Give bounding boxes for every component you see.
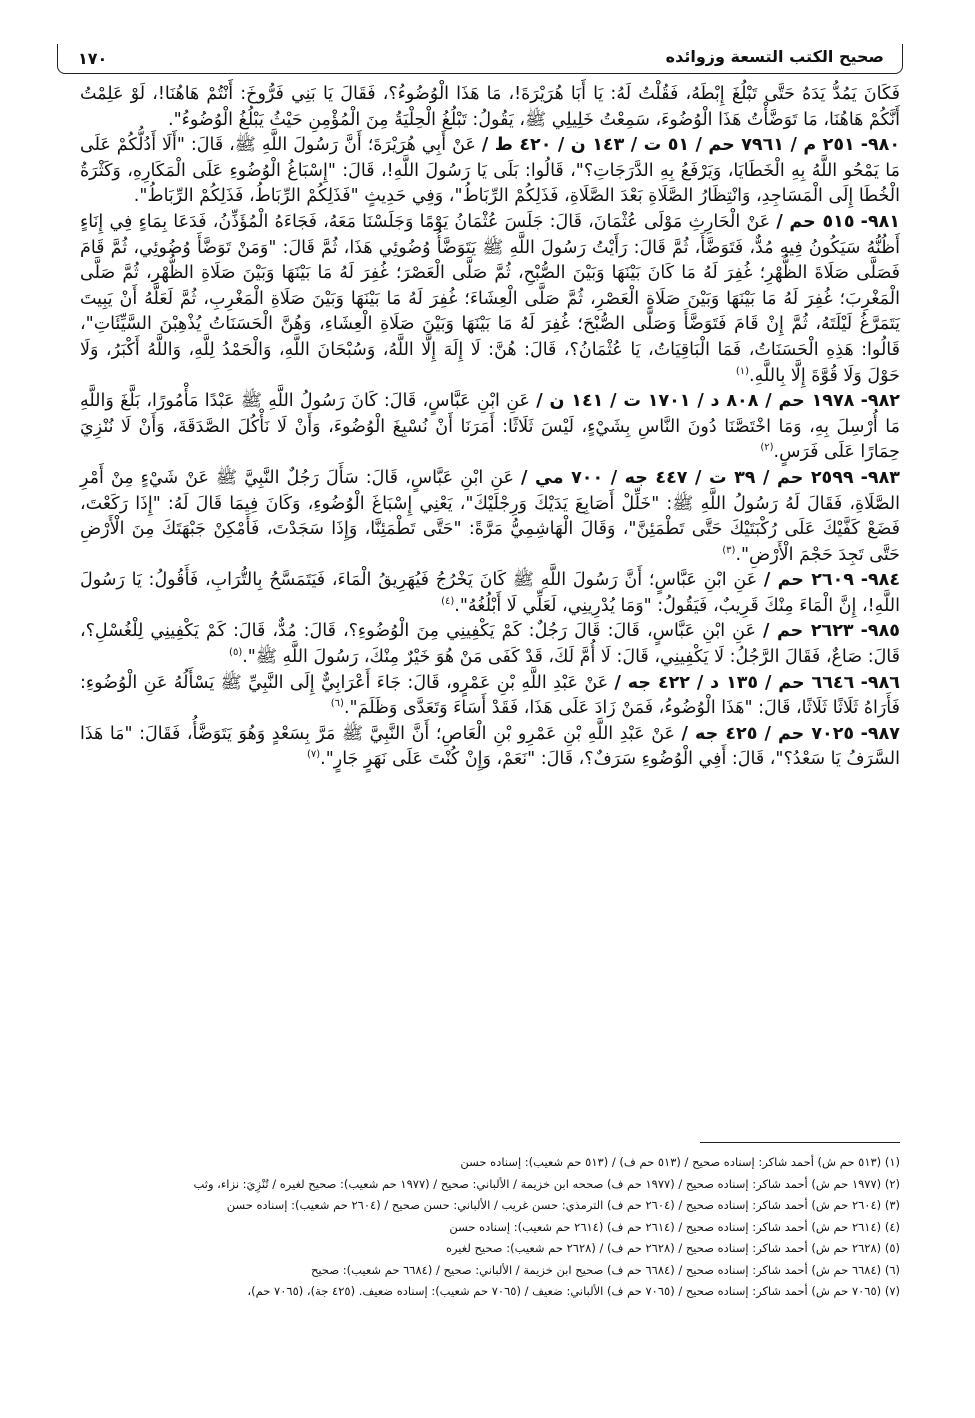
hadith-entry (80, 568, 900, 619)
hadith-text: عَنْ عَبْدِ اللَّهِ بْنِ عَمْرِو بْنِ الْعَاصِ؛ أَنَّ النَّبِيَّ ﷺ مَرَّ بِسَعْدٍ وَهُوَ يَتَوَضَّأُ، فَقَالَ: "مَا هَذَا السَّرَفُ يَا سَعْدُ؟"، قَالَ: أَفِي الْوُضُوءِ سَرَفٌ؟، قَالَ: "نَعَمْ، وَإِنْ كُنْتَ عَلَى نَهَرٍ جَارٍ". (80, 723, 900, 770)
hadith-number: ٩٨٣- (860, 467, 900, 488)
footnote: (٢) (١٩٧٧ حم ش) أحمد شاكر: إسناده صحيح / (١٩٧٧ حم ف) صححه ابن خزيمة / الألباني: صحيح / (١٩٧٧ حم شعيب): صحيح لغيره / تُنْزِيَ: نزاء، وثب (193, 1176, 900, 1191)
continuation-paragraph: فَكَانَ يَمُدُّ يَدَهُ حَتَّى تَبْلُغَ إِبْطَهُ، فَقُلْتُ لَهُ: يَا أَبَا هُرَيْرَةَ!، مَا هَذَا الْوُضُوءُ؟، فَقَالَ يَا بَنِي فَرُّوخَ: أَنْتُمْ هَاهُنَا!، لَوْ عَلِمْتُ أَنَّكُمْ هَاهُنَا، مَا تَوَضَّأْتُ هَذَا الْوُضُوءَ، سَمِعْتُ خَلِيلِي ﷺ، يَقُولُ: تَبْلُغُ الْحِلْيَةُ مِنَ الْمُؤْمِنِ حَيْثُ يَبْلُغُ الْوُضُوءُ". (80, 84, 900, 130)
hadith-text: عَنْ أَبِي هُرَيْرَةَ؛ أَنَّ رَسُولَ اللَّهِ ﷺ، قَالَ: "أَلَا أَدُلُّكُمْ عَلَى مَا يَمْحُو اللَّهُ بِهِ الْخَطَايَا، وَيَرْفَعُ بِهِ الدَّرَجَاتِ؟"، قَالُوا: بَلَى يَا رَسُولَ اللَّهِ!، قَالَ: "إِسْبَاغُ الْوُضُوءِ عَلَى الْمَكَارِهِ، وَكَثْرَةُ الْخُطَا إِلَى الْمَسَاجِدِ، وَانْتِظَارُ الصَّلَاةِ بَعْدَ الصَّلَاةِ، فَذَلِكُمْ الرِّبَاطُ"، وَفِي حَدِيثٍ "فَذَلِكُمْ الرِّبَاطُ، فَذَلِكُمْ الرِّبَاطُ". (80, 135, 900, 207)
footnote-marker: (٤) (441, 596, 455, 608)
hadith-entry (80, 389, 900, 466)
footnote-marker: (٧) (306, 749, 321, 761)
hadith-text: عَنْ الْحَارِثِ مَوْلَى عُثْمَانَ، قَالَ: جَلَسَ عُثْمَانُ يَوْمًا وَجَلَسْنَا مَعَهُ، فَجَاءَهُ الْمُؤَذِّنُ، فَدَعَا بِمَاءٍ فِي إِنَاءٍ أَظُنُّهُ سَيَكُونُ فِيهِ مُدٌّ، فَتَوَضَّأَ، ثُمَّ قَالَ: رَأَيْتُ رَسُولَ اللَّهِ ﷺ يَتَوَضَّأُ وُضُوئِي هَذَا، ثُمَّ قَالَ: "وَمَنْ تَوَضَّأَ وُضُوئِي، ثُمَّ قَامَ فَصَلَّى صَلَاةَ الظُّهْرِ؛ غُفِرَ لَهُ مَا كَانَ بَيْنَهَا وَبَيْنَ الصُّبْحِ، ثُمَّ صَلَّى الْعَصْرَ؛ غُفِرَ لَهُ مَا بَيْنَهَا وَبَيْنَ صَلَاةِ الظُّهْرِ، ثُمَّ صَلَّى الْمَغْرِبَ؛ غُفِرَ لَهُ مَا بَيْنَهَا وَبَيْنَ صَلَاةِ الْعَصْرِ، ثُمَّ صَلَّى الْعِشَاءَ؛ غُفِرَ لَهُ مَا بَيْنَهَا وَبَيْنَ صَلَاةِ الْمَغْرِبِ، ثُمَّ لَعَلَّهُ أَنْ يَبِيتَ يَتَمَرَّغُ لَيْلَتَهُ، ثُمَّ إِنْ قَامَ فَتَوَضَّأَ وَصَلَّى الصُّبْحَ؛ غُفِرَ لَهُ مَا بَيْنَهَا وَبَيْنَ صَلَاةِ الْعِشَاءِ، وَهُنَّ الْحَسَنَاتُ يُذْهِبْنَ السَّيِّئَاتِ"، قَالُوا: هَذِهِ الْحَسَنَاتُ، فَمَا الْبَاقِيَاتُ، يَا عُثْمَانُ؟، قَالَ: هُنَّ: لَا إِلَهَ إِلَّا اللَّهُ، وَسُبْحَانَ اللَّهِ، وَالْحَمْدُ لِلَّهِ، وَاللَّهُ أَكْبَرُ، وَلَا حَوْلَ وَلَا قُوَّةَ إِلَّا بِاللَّهِ. (80, 211, 900, 386)
hadith-number: ٩٨٦- (860, 672, 900, 693)
hadith-references: ١٩٧٨ حم / ٨٠٨ د / ١٧٠١ ت / ١٤١ ن / (536, 391, 855, 412)
hadith-references: ٦٦٤٦ حم / ١٣٥ د / ٤٢٢ جه / (614, 672, 855, 693)
hadith-text: عَنْ عَبْدِ اللَّهِ بْنِ عَمْرٍو، قَالَ: جَاءَ أَعْرَابِيٌّ إِلَى النَّبِيِّ ﷺ يَسْأَلُهُ عَنِ الْوُضُوءِ: فَأَرَاهُ ثَلَاثًا ثَلَاثًا، قَالَ: "هَذَا الْوُضُوءُ، فَمَنْ زَادَ عَلَى هَذَا، فَقَدْ أَسَاءَ وَتَعَدَّى وَظَلَمَ". (80, 672, 900, 719)
hadith-references: ٢٥١ م / ٧٩٦١ حم / ٥١ ت / ١٤٣ ن / ٤٢٠ ط / (481, 135, 855, 156)
hadith-entry (80, 466, 900, 568)
hadith-entry (80, 210, 900, 389)
footnote-marker: (١) (735, 365, 750, 377)
hadith-entry (80, 671, 900, 722)
hadith-number: ٩٨٧- (860, 723, 900, 744)
hadith-number: ٩٨٠- (860, 135, 900, 156)
page-number: ١٧٠ (78, 49, 108, 68)
footnote: (٧) (٧٠٦٥ حم ش) أحمد شاكر: إسناده صحيح / (٧٠٦٥ حم ف) الألباني: ضعيف / (٧٠٦٥ حم شعيب): إسناده ضعيف. (٤٢٥ جة)، (٧٠٦٥ حم)، (247, 1284, 900, 1298)
hadith-references: ٢٥٩٩ حم / ٣٩ ت / ٤٤٧ جه / ٧٠٠ مي / (521, 467, 854, 488)
book-title: صحيح الكتب التسعة وزوائده (665, 47, 884, 66)
hadith-references: ٢٦٠٩ حم / (763, 570, 854, 591)
hadith-references: ٥١٥ حم / (776, 211, 855, 232)
footnote-marker: (٦) (330, 698, 344, 710)
hadith-number: ٩٨٥- (860, 621, 900, 642)
hadith-text: عَنِ ابْنِ عَبَّاسٍ؛ أَنَّ رَسُولَ اللَّهِ ﷺ كَانَ يَخْرُجُ فَيُهَرِيقُ الْمَاءَ، فَيَتَمَسَّحُ بِالتُّرَابِ، فَأَقُولُ: يَا رَسُولَ اللَّهِ!، إِنَّ الْمَاءَ مِنْكَ قَرِيبٌ، فَيَقُولُ: "وَمَا يُدْرِينِي، لَعَلِّي لَا أَبْلُغُهُ". (80, 570, 900, 616)
page-header (57, 44, 903, 74)
hadith-number: ٩٨٤- (860, 570, 900, 591)
main-text (80, 82, 900, 773)
footnote: (٥) (٢٦٢٨ حم ش) أحمد شاكر: إسناده صحيح / (٢٦٢٨ حم ف) / (٢٦٢٨ حم شعيب): صحيح لغيره (445, 1241, 900, 1255)
hadith-text: عَنِ ابْنِ عَبَّاسٍ، قَالَ: قَالَ رَجُلٌ: كَمْ يَكْفِينِي مِنَ الْوُضُوءِ؟، قَالَ: مُدٌّ، قَالَ: كَمْ يَكْفِينِي لِلْغُسْلِ؟، قَالَ: صَاعٌ، فَقَالَ الرَّجُلُ: لَا يَكْفِينِي، قَالَ: لَا أُمَّ لَكَ، قَدْ كَفَى مَنْ هُوَ خَيْرٌ مِنْكَ، رَسُولَ اللَّهِ ﷺ". (80, 621, 900, 668)
hadith-entry (80, 722, 900, 773)
hadith-text: عَنِ ابْنِ عَبَّاسٍ، قَالَ: سَأَلَ رَجُلٌ النَّبِيَّ ﷺ عَنْ شَيْءٍ مِنْ أَمْرِ الصَّلَاةِ، فَقَالَ لَهُ رَسُولُ اللَّهِ ﷺ: "خَلِّلْ أَصَابِعَ يَدَيْكَ وَرِجْلَيْكَ"، يَعْنِي إِسْبَاغَ الْوُضُوءِ، وَكَانَ فِيمَا قَالَ لَهُ: "إِذَا رَكَعْتَ، فَضَعْ كَفَّيْكَ عَلَى رُكْبَتَيْكَ حَتَّى تَطْمَئِنَّ"، وَقَالَ الْهَاشِمِيُّ مَرَّةً: "حَتَّى تَطْمَئِنَّا، وَإِذَا سَجَدْتَ، فَأَمْكِنْ جَبْهَتَكَ مِنَ الْأَرْضِ حَتَّى تَجِدَ حَجْمَ الْأَرْضِ". (80, 467, 900, 565)
footnote-marker: (٥) (229, 647, 243, 659)
footnote-separator (700, 1142, 900, 1143)
footnote: (٦) (٦٦٨٤ حم ش) أحمد شاكر: إسناده صحيح / (٦٦٨٤ حم ف) صحيح ابن خزيمة / الألباني: صحيح / (٦٦٨٤ حم شعيب): صحيح (311, 1262, 900, 1277)
footnote: (٤) (٢٦١٤ حم ش) أحمد شاكر: إسناده صحيح / (٢٦١٤ حم ف) (٢٦١٤ حم شعيب): إسناده حسن (449, 1219, 900, 1234)
hadith-references: ٧٠٢٥ حم / ٤٢٥ جه / (681, 723, 855, 744)
hadith-references: ٢٦٢٣ حم / (762, 621, 854, 642)
footnote-marker: (٢) (760, 442, 774, 454)
footnote: (٣) (٢٦٠٤ حم ش) أحمد شاكر: إسناده صحيح / (٢٦٠٤ حم ف) الترمذي: حسن غريب / الألباني: حسن صحيح / (٢٦٠٤ حم شعيب): إسناده حسن (226, 1198, 900, 1212)
hadith-list (80, 133, 900, 773)
footnote: (١) (٥١٣ حم ش) أحمد شاكر: إسناده صحيح / (٥١٣ حم ف) / (٥١٣ حم شعيب): إسناده حسن (460, 1155, 900, 1169)
footnotes (80, 1152, 900, 1303)
hadith-text: عَنِ ابْنِ عَبَّاسٍ، قَالَ: كَانَ رَسُولُ اللَّهِ ﷺ عَبْدًا مَأْمُورًا، بَلَّغَ وَاللَّهِ مَا أُرْسِلَ بِهِ، وَمَا اخْتَصَّنَا دُونَ النَّاسِ بِشَيْءٍ، لَيْسَ ثَلَاثًا: أَمَرَنَا أَنْ نُسْبِغَ الْوُضُوءَ، وَأَنْ لَا نَأْكُلَ الصَّدَقَةَ، وَأَنْ لَا نُنْزِيَ حِمَارًا عَلَى فَرَسٍ. (80, 391, 900, 463)
hadith-number: ٩٨١- (860, 211, 900, 232)
hadith-entry (80, 133, 900, 210)
hadith-number: ٩٨٢- (860, 391, 900, 412)
hadith-entry (80, 619, 900, 670)
footnote-marker: (٣) (722, 544, 736, 556)
